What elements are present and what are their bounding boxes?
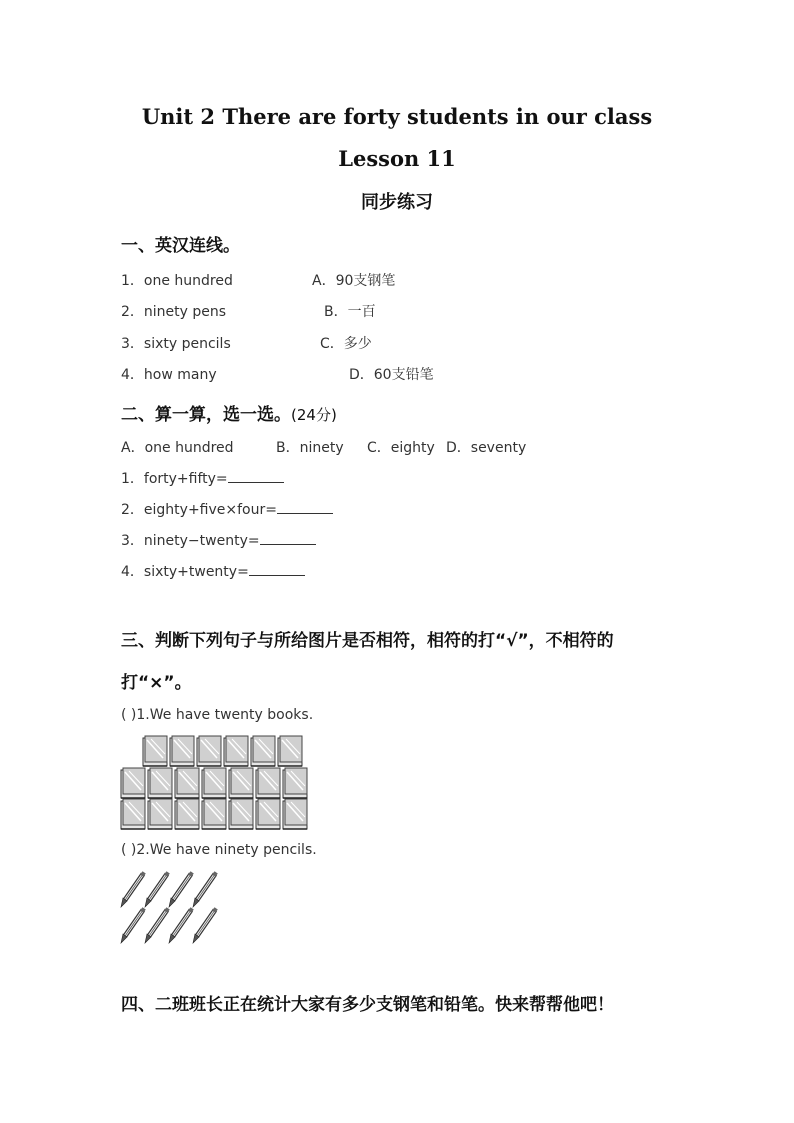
match-right-item-c: C．多少 xyxy=(320,336,372,352)
answer-blank-3[interactable] xyxy=(260,532,316,545)
section3-heading-line1: 三、判断下列句子与所给图片是否相符，相符的打“√”，不相符的 xyxy=(121,631,614,651)
section1-heading: 一、英汉连线。 xyxy=(121,236,240,256)
match-left-item-2: 2．ninety pens xyxy=(121,304,227,320)
book-stack-icon xyxy=(121,736,307,829)
answer-blank-4[interactable] xyxy=(249,563,305,576)
calc-question-1 xyxy=(121,468,284,488)
calc-question-3-text: 3．ninety−twenty= xyxy=(121,533,260,549)
match-right-item-b: B．一百 xyxy=(324,304,376,320)
unit-title: Unit 2 There are forty students in our class xyxy=(141,104,653,129)
option-a: A．one hundred xyxy=(121,440,234,456)
match-left-item-1: 1．one hundred xyxy=(121,273,233,289)
section2-heading xyxy=(121,400,337,425)
section4-heading: 四、二班班长正在统计大家有多少支钢笔和铅笔。快来帮帮他吧！ xyxy=(121,995,614,1015)
lesson-title: Lesson 11 xyxy=(338,146,456,171)
practice-subtitle: 同步练习 xyxy=(361,192,433,213)
calc-question-2 xyxy=(121,499,333,519)
calc-question-3 xyxy=(121,530,316,550)
option-b: B．ninety xyxy=(276,440,344,456)
answer-blank-2[interactable] xyxy=(277,501,333,514)
calc-question-4-text: 4．sixty+twenty= xyxy=(121,564,249,580)
calc-question-2-text: 2．eighty+five×four= xyxy=(121,502,277,518)
match-right-item-a: A．90支钢笔 xyxy=(312,273,396,289)
match-left-item-3: 3．sixty pencils xyxy=(121,336,231,352)
option-d: D．seventy xyxy=(446,440,527,456)
answer-blank-1[interactable] xyxy=(228,470,284,483)
option-c: C．eighty xyxy=(367,440,435,456)
section2-score: (24分) xyxy=(291,406,337,424)
section3-heading-line2: 打“×”。 xyxy=(121,673,192,693)
match-right-item-d: D．60支铅笔 xyxy=(349,367,434,383)
match-left-item-4: 4．how many xyxy=(121,367,217,383)
section2-heading-text: 二、算一算，选一选。 xyxy=(121,405,291,425)
books-picture xyxy=(119,734,319,830)
judge-question-1: ( )1.We have twenty books. xyxy=(121,707,314,723)
calc-question-1-text: 1．forty+fifty= xyxy=(121,471,228,487)
pencil-icon xyxy=(121,871,218,943)
pencils-picture xyxy=(119,870,223,946)
judge-question-2: ( )2.We have ninety pencils. xyxy=(121,842,317,858)
calc-question-4 xyxy=(121,561,305,581)
